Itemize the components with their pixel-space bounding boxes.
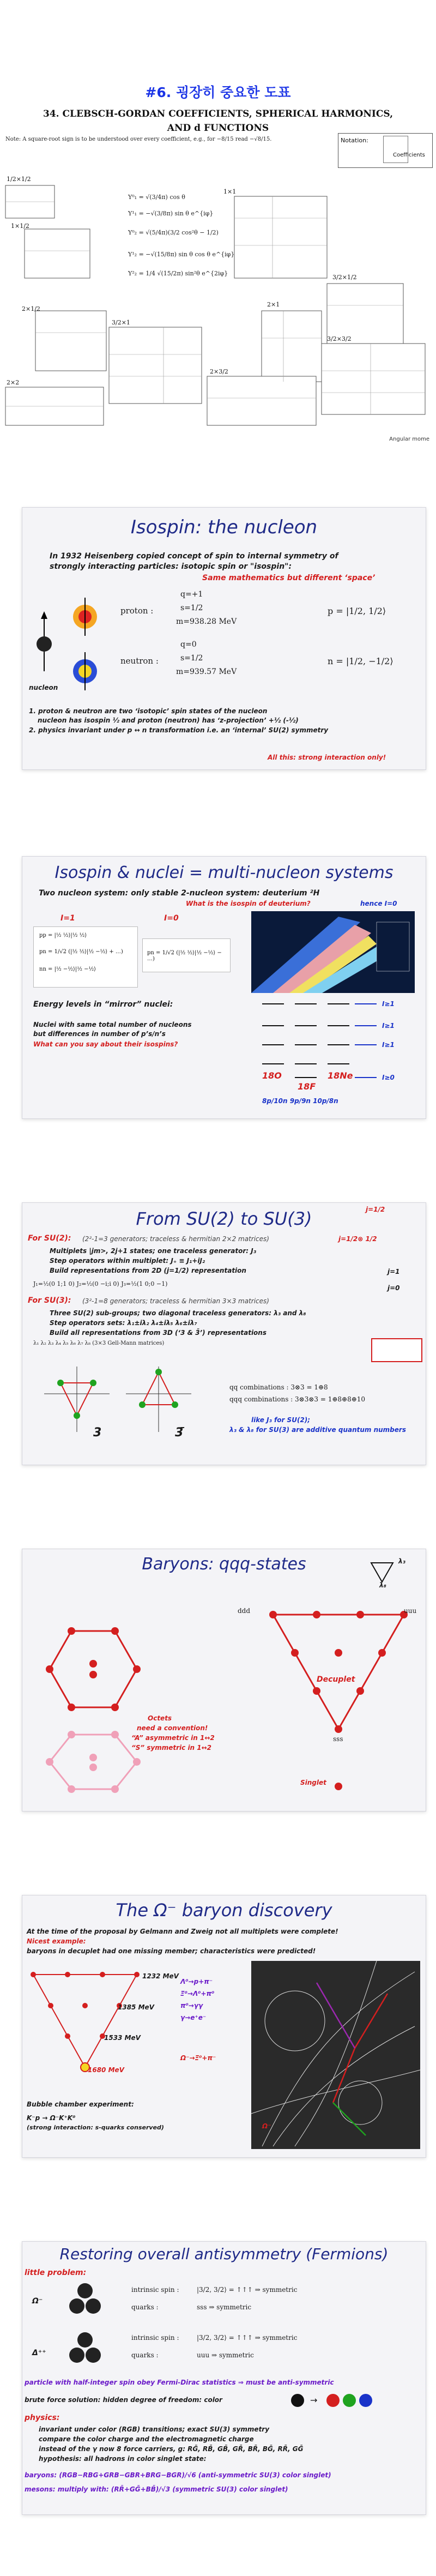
color-charges (289, 2392, 420, 2409)
page-title: #6. 굉장히 중요한 도표 (145, 85, 291, 100)
hence-answer: hence I=0 (360, 900, 397, 907)
j1-label: j=1 (387, 1268, 400, 1275)
lambda8-label: λ₈ (379, 1581, 386, 1589)
quarks-1-value: sss ⇒ symmetric (197, 2303, 252, 2311)
intro-line1: In 1932 Heisenberg copied concept of spin to internal symmetry of (50, 552, 338, 561)
mass-1232: 1232 MeV (142, 1972, 179, 1980)
slide-title: Isospin & nuclei = multi-nucleon systems (55, 863, 393, 882)
neutron-label: neutron : (120, 656, 159, 666)
bubble-chamber: Bubble chamber experiment: (27, 2100, 134, 2108)
decuplet-triangle (273, 1615, 404, 1729)
cg-heading-line1: 34. CLEBSCH-GORDAN COEFFICIENTS, SPHERICAL HARMONICS, (43, 109, 393, 119)
nucleon-ball (37, 636, 52, 652)
slide-su2-su3 (22, 1202, 426, 1465)
su3-label: For SU(3): (28, 1296, 71, 1305)
neutron-mass: m=939.57 MeV (176, 667, 237, 676)
cg-label-3half-half: 3/2×1/2 (332, 274, 357, 281)
quark-diagrams (55, 2280, 115, 2378)
cg-label-half-half: 1/2×1/2 (7, 176, 31, 183)
two-nucleon-line: Two nucleon system: only stable 2-nucleon system: deuterium ²H (39, 889, 320, 898)
cg-angular-caption: Angular mome (389, 436, 429, 442)
level-4: I≥0 (382, 1074, 395, 1081)
su3-matrices: λ₁ λ₂ λ₃ λ₄ λ₅ λ₆ λ₇ λ₈ (3×3 Gell-Mann matrices) (33, 1340, 165, 1346)
proton-charge: q=+1 (180, 590, 203, 599)
slide-baryons (22, 1549, 426, 1811)
j-product-label: j=1/2⊗ 1/2 (338, 1235, 377, 1243)
decay-5: Ω⁻→Ξ⁰+π⁻ (180, 2054, 216, 2062)
mesons-singlet: mesons: multiply with: (RR̄+GḠ+BB̄)/√3 (symmetric SU(3) color singlet) (25, 2485, 288, 2493)
su3-bullet-1: Three SU(2) sub-groups; two diagonal traceless generators: λ₃ and λ₈ (50, 1309, 306, 1317)
cg-label-3half-1: 3/2×1 (112, 319, 130, 326)
nuclide-chart (251, 911, 415, 993)
like-note: like J₃ for SU(2); (251, 1416, 311, 1424)
cg-label-2-3half: 2×3/2 (210, 368, 228, 375)
deuterium-question: What is the isospin of deuterium? (186, 900, 311, 907)
point-2: 2. physics invariant under p ↔ n transformation i.e. an ‘internal’ SU(2) symmetry (29, 726, 329, 734)
mirror-levels-diagram (257, 993, 420, 1097)
mass-1385: 1385 MeV (118, 2003, 154, 2011)
slide-title: From SU(2) to SU(3) (136, 1208, 312, 1229)
octets-convention: need a convention! (137, 1724, 208, 1732)
physics-4: hypothesis: all hadrons in color singlet state: (39, 2455, 207, 2463)
physics-2: compare the color charge and the electromagnetic charge (39, 2435, 254, 2443)
additive-note: λ₃ & λ₈ for SU(3) are additive quantum numbers (229, 1426, 406, 1434)
intrinsic-spin-2: intrinsic spin : (131, 2334, 179, 2342)
quarks-2: quarks : (131, 2351, 159, 2359)
slide-title: The Ω⁻ baryon discovery (116, 1900, 332, 1921)
omega-minus: Ω⁻ (32, 2297, 43, 2306)
nicest-example: Nicest example: (27, 1937, 86, 1945)
octet-hexagon (50, 1631, 137, 1707)
point-1a: 1. proton & neutron are two ‘isotopic’ spin states of the nucleon (29, 707, 268, 715)
i0-states-box: pn = 1/√2 (|½ ½⟩|½ −½⟩ − …) (142, 938, 231, 972)
mass-1680: 1680 MeV (88, 2066, 124, 2074)
neutron-charge: q=0 (180, 640, 197, 649)
nucleon-counts: 8p/10n 9p/9n 10p/8n (262, 1097, 338, 1105)
decay-3: π⁰→γγ (180, 2002, 203, 2009)
decuplet-label: Decuplet (317, 1675, 355, 1684)
slide-antisymmetry (22, 2241, 426, 2515)
mass-1533: 1533 MeV (104, 2034, 141, 2042)
physics-3: instead of the γ now 8 force carriers, g: RḠ, RB̄, GB̄, GR̄, BR̄, BḠ, RR̄, GḠ (39, 2445, 304, 2453)
i0-label: I=0 (164, 914, 179, 923)
qqq-combinations: qqq combinations : 3⊗3⊗3 = 1⊕8⊕8⊕10 (229, 1395, 366, 1403)
i1-label: I=1 (60, 914, 75, 923)
energy-heading: Energy levels in “mirror” nuclei: (33, 1000, 173, 1009)
quarks-1: quarks : (131, 2303, 159, 2311)
intro-line1: At the time of the proposal by Gelmann and Zweig not all multiplets were complete! (27, 1928, 338, 1935)
svg-text:→: → (310, 2395, 318, 2405)
su3-bullet-2: Step operators sets: λ₁±iλ₂ λ₄±iλ₅ λ₆±iλ₇ (50, 1319, 197, 1327)
svg-text:Y¹₁ = −√(3/8π) sin θ e^{iφ}: Y¹₁ = −√(3/8π) sin θ e^{iφ} (128, 210, 214, 217)
slide-isospin-nuclei (22, 856, 426, 1119)
intrinsic-spin-2-value: |3/2, 3/2⟩ = ↑↑↑ ⇒ symmetric (197, 2334, 298, 2342)
intro-line2: strongly interacting particles: isotopic spin or "isospin": (50, 562, 292, 571)
reaction: K⁻p → Ω⁻K⁺K⁰ (27, 2114, 76, 2122)
decuplet-mass-diagram (28, 1964, 148, 2073)
nucleus-o18: 18O (262, 1070, 282, 1081)
lambda3-label: λ₃ (398, 1557, 405, 1565)
svg-text:Y¹₂ = −√(15/8π) sin θ cos θ e^: Y¹₂ = −√(15/8π) sin θ cos θ e^{iφ} (128, 251, 235, 258)
su2-bullet-1: Multiplets |jm>, 2j+1 states; one traceless generator: J₃ (50, 1247, 256, 1255)
omega-label: Ω⁻ (262, 2122, 271, 2130)
cg-notation-label: Notation: (341, 137, 368, 144)
su3-note: (3²-1=8 generators; traceless & hermitian 3×3 matrices) (82, 1297, 269, 1305)
slide-omega-discovery (22, 1895, 426, 2158)
intrinsic-spin-1-value: |3/2, 3/2⟩ = ↑↑↑ ⇒ symmetric (197, 2286, 298, 2294)
uuu-label: uuu (404, 1607, 417, 1615)
cg-label-2x2: 2×2 (7, 379, 20, 386)
level-2: I≥1 (382, 1022, 395, 1030)
i1-states-box: pp = |½ ½⟩|½ ½⟩ pn = 1/√2 (|½ ½⟩|½ −½⟩ + …) nn = |½ −½⟩|½ −½⟩ (33, 926, 138, 988)
singlet-label: Singlet (300, 1779, 326, 1786)
cg-label-1-half: 1×1/2 (11, 222, 29, 230)
octets-symmetric: “S” symmetric in 1↔2 (131, 1744, 212, 1752)
isospin-question: What can you say about their isospins? (33, 1040, 178, 1048)
triplet-3bar: 3̄ (175, 1426, 184, 1440)
physics-1: invariant under color (RGB) transitions; exact SU(3) symmetry (39, 2425, 270, 2433)
su2-note: (2²-1=3 generators; traceless & hermitian 2×2 matrices) (82, 1235, 269, 1243)
slide-title: Restoring overall antisymmetry (Fermions) (59, 2245, 389, 2263)
nucleus-f18: 18F (298, 1081, 316, 1092)
decay-1: Λ⁰→p+π⁻ (180, 1978, 213, 1985)
cg-label-3half-3half: 3/2×3/2 (327, 335, 352, 342)
delta-plusplus: Δ⁺⁺ (32, 2349, 46, 2357)
proton-mass: m=938.28 MeV (176, 617, 237, 626)
slide-title: Baryons: qqq-states (142, 1555, 306, 1574)
proton-spin: s=1/2 (180, 604, 203, 612)
octets-asymmetric: “A” asymmetric in 1↔2 (131, 1734, 215, 1742)
footer-note: All this: strong interaction only! (268, 754, 386, 761)
cg-heading-line2: AND d FUNCTIONS (167, 123, 269, 134)
intrinsic-spin-1: intrinsic spin : (131, 2286, 179, 2294)
level-1: I≥1 (382, 1000, 395, 1008)
cg-heading (11, 107, 425, 135)
cg-label-2-half: 2×1/2 (22, 305, 40, 312)
nuclei-line1: Nuclei with same total number of nucleons (33, 1021, 192, 1028)
slide-isospin-nucleon (22, 507, 426, 770)
decay-2: Ξ⁰→Λ⁰+π⁰ (180, 1990, 215, 1997)
ddd-label: ddd (238, 1607, 251, 1615)
proton-state: p = |1/2, 1/2⟩ (328, 606, 386, 616)
qq-combinations: qq combinations : 3⊗3 = 1⊕8 (229, 1383, 328, 1391)
cg-table-grid (0, 147, 436, 436)
bubble-chamber-photo (251, 1961, 420, 2149)
strong-note: (strong interaction: s-quarks conserved) (27, 2124, 164, 2131)
j0-label: j=0 (387, 1284, 400, 1292)
cg-label-2x1: 2×1 (267, 301, 280, 308)
point-1b: nucleon has isospin ½ and proton (neutron) has ‘z-projection’ +½ (-½) (38, 717, 299, 724)
baryons-singlet: baryons: (RGB−RBG+GRB−GBR+BRG−BGR)/√6 (anti-symmetric SU(3) color singlet) (25, 2471, 331, 2479)
neutron-state: n = |1/2, −1/2⟩ (328, 656, 393, 666)
neutron-spin: s=1/2 (180, 654, 203, 663)
cg-note: Note: A square-root sign is to be understood over every coefficient, e.g., for −8/15 read −√8/15. (5, 136, 272, 142)
proton-label: proton : (120, 606, 154, 616)
svg-text:Y⁰₂ = √(5/4π)(3/2 cos²θ − 1/2): Y⁰₂ = √(5/4π)(3/2 cos²θ − 1/2) (128, 229, 219, 236)
physics-label: physics: (25, 2414, 60, 2422)
svg-text:Y²₂ = 1/4 √(15/2π) sin²θ e^{2i: Y²₂ = 1/4 √(15/2π) sin²θ e^{2iφ} (128, 270, 228, 277)
decay-4: γ→e⁺e⁻ (180, 2014, 207, 2021)
baryon-multiplets (33, 1587, 415, 1805)
quarks-2-value: uuu ⇒ symmetric (197, 2351, 254, 2359)
lambda8-highlight (371, 1338, 422, 1362)
triplet-3: 3 (93, 1426, 102, 1440)
level-3: I≥1 (382, 1041, 395, 1049)
brute-force: brute force solution: hidden degree of freedom: color (25, 2396, 222, 2404)
su2-label: For SU(2): (28, 1234, 71, 1243)
cg-coefficients-label: Coefficients (393, 152, 425, 158)
intro-line2: baryons in decuplet had one missing member; characteristics were predicted! (27, 1947, 316, 1955)
su2-matrices: J₁=½(0 1;1 0) J₂=½(0 −i;i 0) J₃=½(1 0;0 −1) (33, 1280, 168, 1287)
fermi-dirac-note: particle with half-integer spin obey Fermi-Dirac statistics ⇒ must be anti-symmetric (25, 2379, 334, 2386)
nuclei-line2: but differences in number of p’s/n’s (33, 1030, 166, 1038)
nucleus-ne18: 18Ne (328, 1070, 353, 1081)
octets-label: Octets (148, 1714, 172, 1722)
cg-label-1x1: 1×1 (223, 188, 237, 195)
spin-arrow-up (41, 611, 47, 619)
same-math-note: Same mathematics but different ‘space’ (202, 574, 376, 582)
singlet-dot (335, 1783, 342, 1790)
octet-s-hexagon (50, 1735, 137, 1789)
su2-bullet-2: Step operators within multiplet: J₊ ≡ J₁+iJ₂ (50, 1257, 205, 1265)
svg-text:Y⁰₁ = √(3/4π) cos θ: Y⁰₁ = √(3/4π) cos θ (128, 194, 185, 201)
little-problem: little problem: (25, 2268, 87, 2277)
slide-title: Isospin: the nucleon (130, 516, 318, 538)
su3-bullet-3: Build all representations from 3D (‘3 & 3̄’) representations (50, 1329, 267, 1337)
j-half-label: j=1/2 (366, 1206, 385, 1213)
sss-label: sss (333, 1735, 343, 1743)
su2-bullet-3: Build representations from 2D (j=1/2) representation (50, 1267, 246, 1274)
nucleon-label: nucleon (29, 684, 58, 691)
